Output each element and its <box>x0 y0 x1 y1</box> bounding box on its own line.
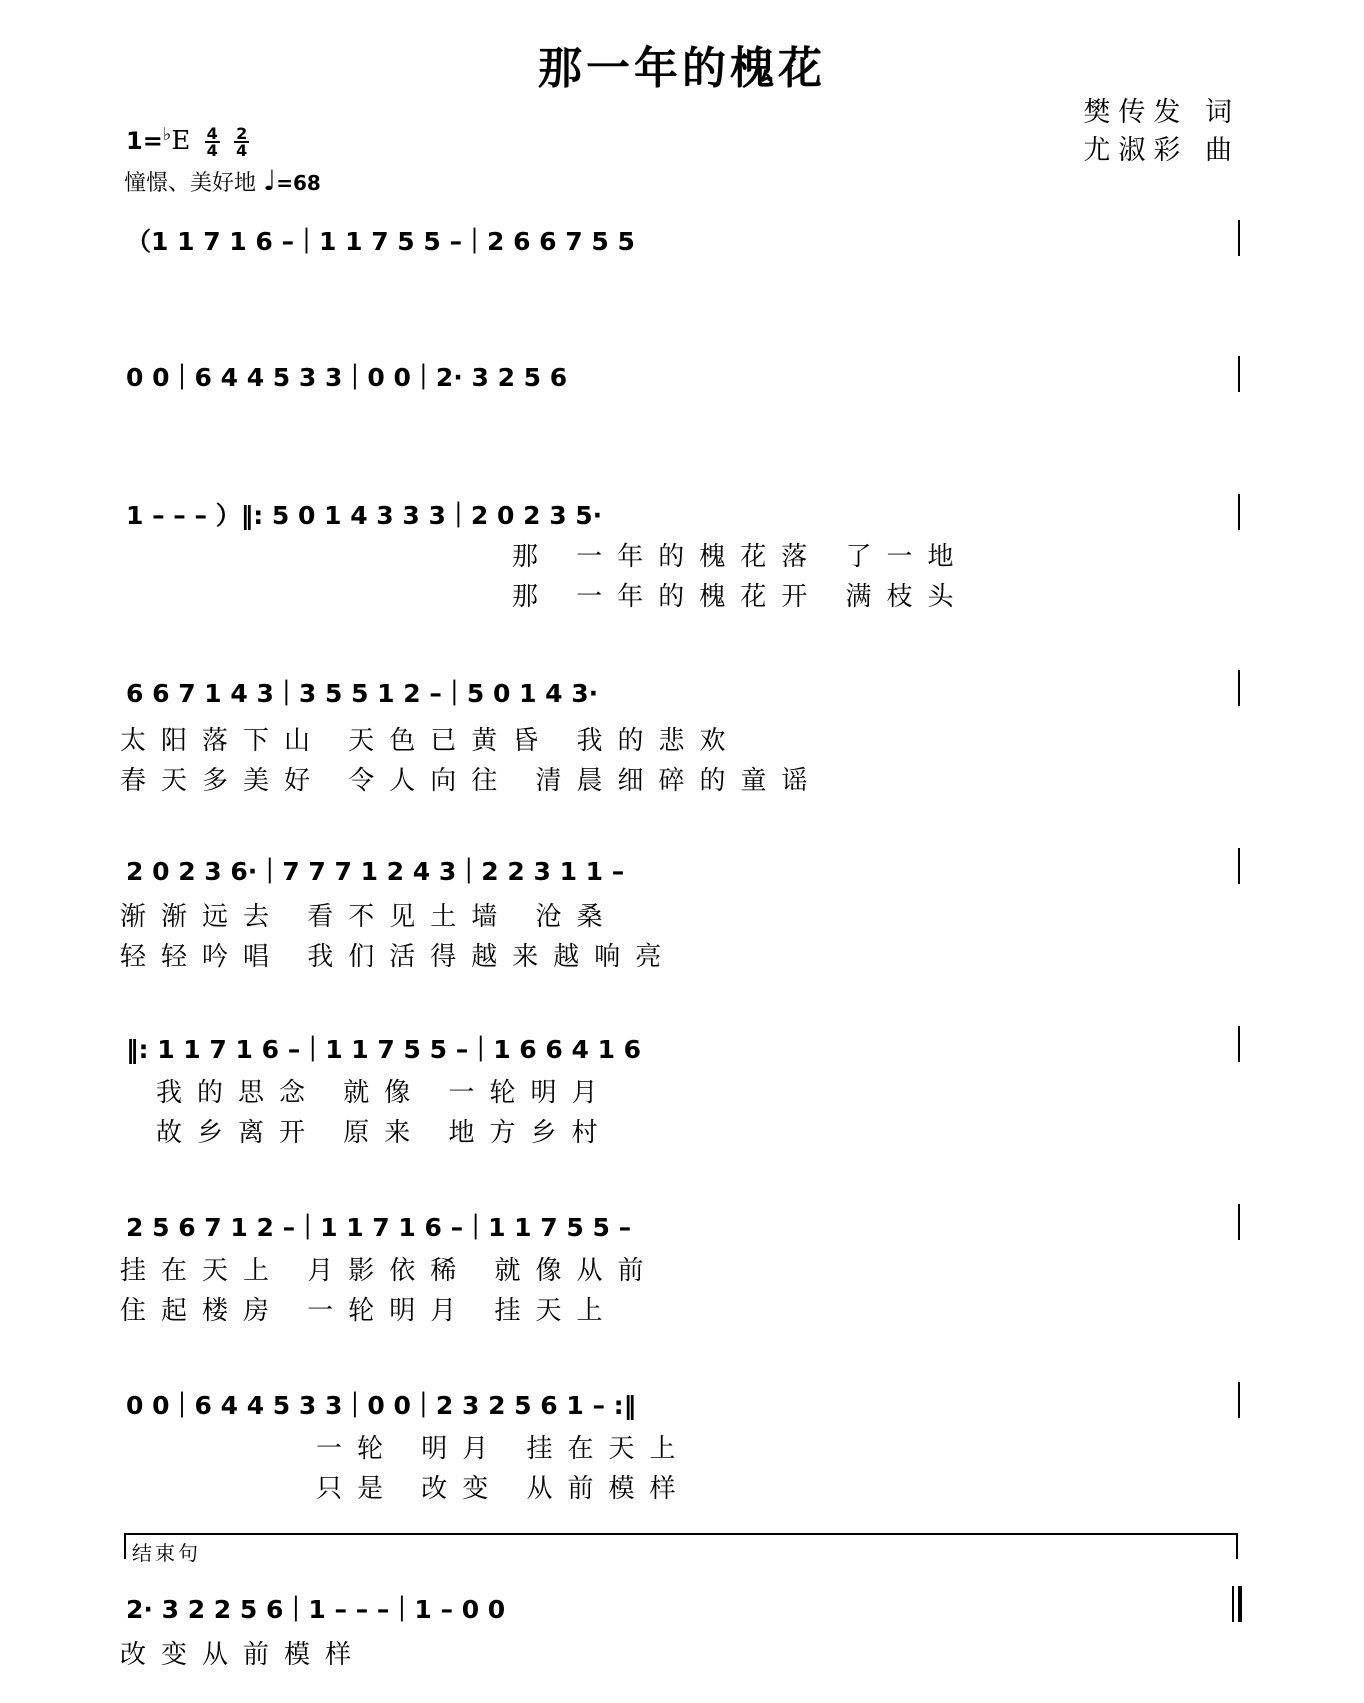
lyric-line-4-verse-1: 太阳落下山 天色已黄昏 我的悲欢 <box>120 726 741 756</box>
final-barline-thin <box>1232 1586 1234 1622</box>
lyric-line-8-verse-2: 只是 改变 从前模样 <box>316 1474 691 1504</box>
barline <box>1238 356 1240 392</box>
song-title: 那一年的槐花 <box>538 43 826 94</box>
tempo-bpm: =68 <box>276 171 321 195</box>
lyric-line-3-verse-2: 那 一年的槐花开 满枝头 <box>512 582 969 612</box>
lyric-line-7-verse-1: 挂在天上 月影依稀 就像从前 <box>120 1256 659 1286</box>
barline <box>1238 670 1240 706</box>
lyric-line-5-verse-2: 轻轻吟唱 我们活得越来越响亮 <box>120 942 677 972</box>
lyric-line-5-verse-1: 渐渐远去 看不见土墙 沧桑 <box>120 902 618 932</box>
lyricist-credit: 樊传发 词 <box>1083 97 1240 128</box>
score-line-3: 1 – – – ）‖: 5 0 1 4 3 3 3｜2 0 2 3 5· <box>126 501 603 530</box>
lyric-line-6-verse-1: 我的思念 就像 一轮明月 <box>156 1078 613 1108</box>
key-note: E <box>171 126 191 156</box>
key-signature <box>126 124 249 158</box>
flat-sign: ♭ <box>162 124 172 145</box>
final-barline-thick <box>1238 1586 1242 1622</box>
lyric-line-4-verse-2: 春天多美好 令人向往 清晨细碎的童谣 <box>120 766 823 796</box>
time-signature-1: $\frac{4}{4}$ <box>206 124 218 160</box>
ending-label: 结束句 <box>132 1541 201 1565</box>
barline <box>1238 494 1240 530</box>
tempo-marking <box>124 164 321 197</box>
ending-lyric: 改变从前模样 <box>120 1640 367 1670</box>
time-signature-2: $\frac{2}{4}$ <box>236 124 248 160</box>
score-line-6: ‖: 1 1 7 1 6 –｜1 1 7 5 5 –｜1 6 6 4 1 6 <box>126 1035 642 1064</box>
barline <box>1238 1026 1240 1062</box>
barline <box>1238 1204 1240 1240</box>
ending-score-line: 2· 3 2 2 5 6｜1 – – –｜1 – 0 0 <box>126 1595 506 1624</box>
score-line-4: 6 6 7 1 4 3｜3 5 5 1 2 –｜5 0 1 4 3· <box>126 679 599 708</box>
barline <box>1238 848 1240 884</box>
score-line-1: （1 1 7 1 6 –｜1 1 7 5 5 –｜2 6 6 7 5 5 <box>126 227 635 256</box>
quarter-note-icon: ♩ <box>263 164 277 197</box>
barline <box>1238 220 1240 256</box>
lyric-line-7-verse-2: 住起楼房 一轮明月 挂天上 <box>120 1296 618 1326</box>
composer-credit: 尤淑彩 曲 <box>1083 135 1240 166</box>
score-line-8: 0 0｜6 4 4 5 3 3｜0 0｜2 3 2 5 6 1 – :‖ <box>126 1391 637 1420</box>
key-prefix: 1= <box>126 127 163 155</box>
ending-bracket <box>124 1533 1238 1559</box>
score-line-5: 2 0 2 3 6·｜7 7 7 1 2 4 3｜2 2 3 1 1 – <box>126 857 625 886</box>
lyric-line-3-verse-1: 那 一年的槐花落 了一地 <box>512 542 969 572</box>
lyric-line-8-verse-1: 一轮 明月 挂在天上 <box>316 1434 691 1464</box>
score-line-2: 0 0｜6 4 4 5 3 3｜0 0｜2· 3 2 5 6 <box>126 363 568 392</box>
score-line-7: 2 5 6 7 1 2 –｜1 1 7 1 6 –｜1 1 7 5 5 – <box>126 1213 632 1242</box>
end-repeat-barline <box>1238 1382 1240 1418</box>
expression-text: 憧憬、美好地 <box>124 171 257 196</box>
lyric-line-6-verse-2: 故乡离开 原来 地方乡村 <box>156 1118 613 1148</box>
